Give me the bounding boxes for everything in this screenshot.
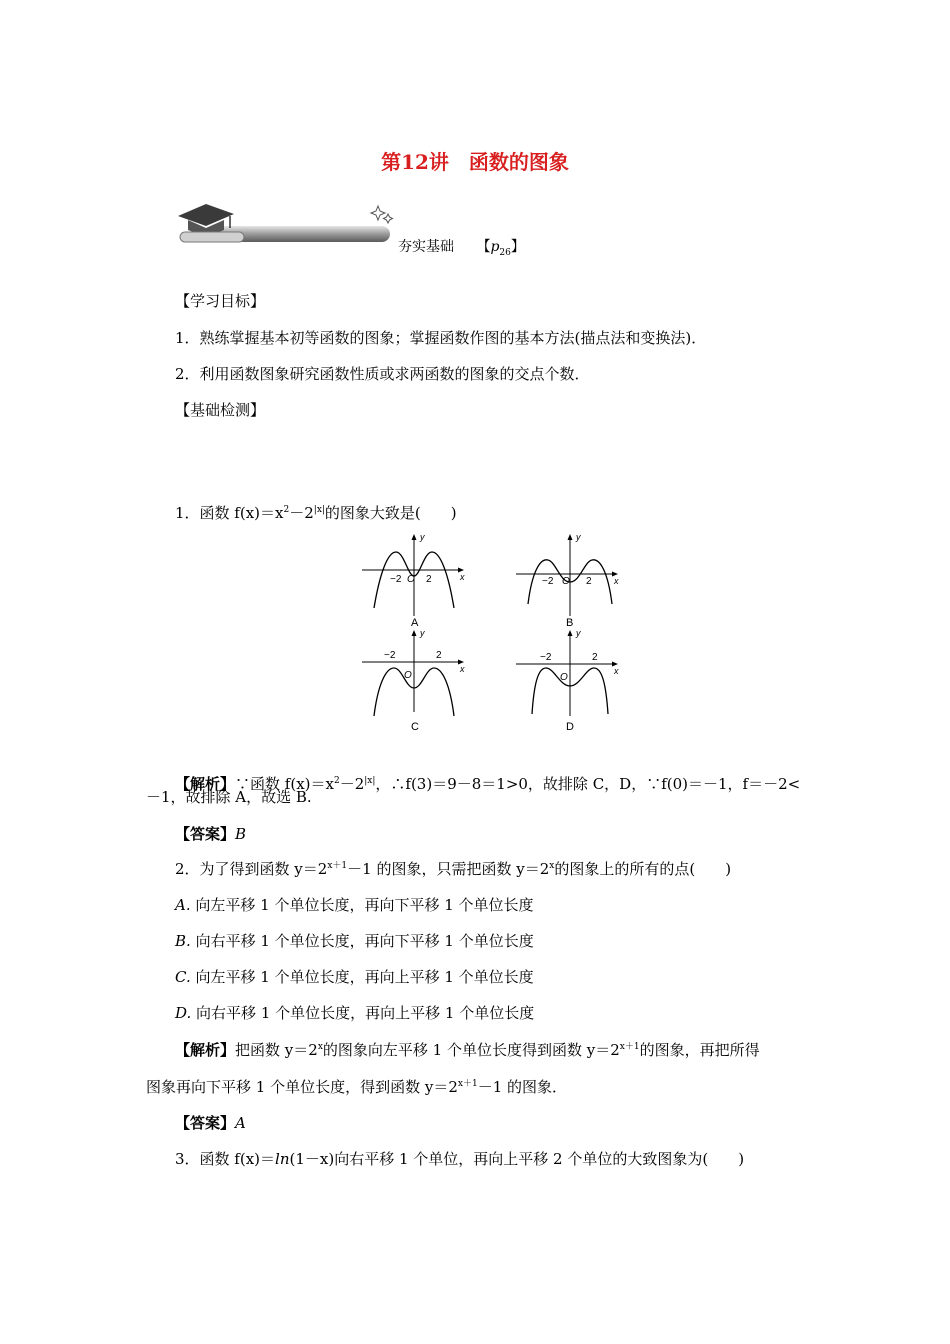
tick-neg: −2 [390, 574, 402, 585]
tick-pos: 2 [586, 576, 592, 587]
q3-stem: 3．函数 f(x)＝ln(1－x)向右平移 1 个单位，再向上平移 2 个单位的大致图象为( ) [175, 1150, 745, 1168]
origin-label: O [560, 672, 568, 683]
origin-label: O [562, 576, 570, 587]
q2-analysis-line1: 【解析】把函数 $y=2^x$的图象向左平移 1 个单位长度得到函数 $y=2^{x+1}$的图象，再把所得 [175, 1041, 760, 1059]
tick-pos: 2 [592, 652, 598, 663]
graph-option-c [360, 628, 470, 734]
y-axis-label: y [576, 532, 581, 542]
q2-option-b: B. 向右平移 1 个单位长度，再向下平移 1 个单位长度 [175, 932, 534, 950]
x-axis-label: x [460, 664, 465, 674]
page-ref: 【$p_{26}$】 [476, 239, 525, 258]
graph-option-a [360, 532, 470, 630]
graduation-cap-icon [172, 198, 412, 250]
goal-2: 2．利用函数图象研究函数性质或求两函数的图象的交点个数． [175, 365, 590, 383]
q2-option-d: D. 向右平移 1 个单位长度，再向上平移 1 个单位长度 [175, 1004, 535, 1022]
y-axis-label: y [420, 628, 425, 638]
q2-analysis-line2: 图象再向下平移 1 个单位长度，得到函数 $y=2^{x+1}-1$ 的图象． [146, 1078, 567, 1096]
origin-label: O [404, 670, 412, 681]
origin-label: O [407, 574, 415, 585]
tick-neg: −2 [542, 576, 554, 587]
q2-stem: 2．为了得到函数 $y=2^{x+1}-1$ 的图象，只需把函数 $y=2^x$的图象上的所有的点( ) [175, 860, 732, 878]
tick-neg: −2 [540, 652, 552, 663]
q1-analysis-line2: －1，故排除 A，故选 B. [146, 788, 312, 806]
option-label: C [411, 721, 419, 733]
tick-pos: 2 [436, 650, 442, 661]
q2-answer: 【答案】A [175, 1114, 246, 1132]
y-axis-label: y [420, 532, 425, 542]
q1-stem: 1．函数 $f(x)=x^2-2^{|x|}$的图象大致是( ) [175, 504, 457, 522]
option-label: D [566, 721, 574, 733]
graph-option-d [514, 628, 626, 734]
y-axis-label: y [576, 628, 581, 638]
q1-analysis-line1: 【解析】∵函数 $f(x)=x^2-2^{|x|}$，∴f(3)＝9－8＝1>0，故排除 C，D，∵f(0)＝－1，f＝－2< [175, 775, 801, 793]
goals-heading: 【学习目标】 [175, 292, 266, 310]
option-label: A [411, 617, 419, 629]
q2-option-c: C. 向左平移 1 个单位长度，再向上平移 1 个单位长度 [175, 968, 534, 986]
x-axis-label: x [614, 576, 619, 586]
tick-pos: 2 [426, 574, 432, 585]
banner-text: 夯实基础 [398, 239, 454, 255]
page-title: 第12讲 函数的图象 [381, 150, 569, 174]
x-axis-label: x [460, 572, 465, 582]
tick-neg: −2 [384, 650, 396, 661]
q1-answer: 【答案】B [175, 825, 247, 843]
goal-1: 1．熟练掌握基本初等函数的图象；掌握函数作图的基本方法(描点法和变换法)． [175, 329, 707, 347]
x-axis-label: x [614, 666, 619, 676]
option-label: B [566, 617, 574, 629]
banner-label [398, 236, 525, 258]
check-heading: 【基础检测】 [175, 401, 266, 419]
graph-option-b [514, 532, 626, 630]
q2-option-a: A. 向左平移 1 个单位长度，再向下平移 1 个单位长度 [175, 896, 534, 914]
section-banner [172, 198, 412, 250]
